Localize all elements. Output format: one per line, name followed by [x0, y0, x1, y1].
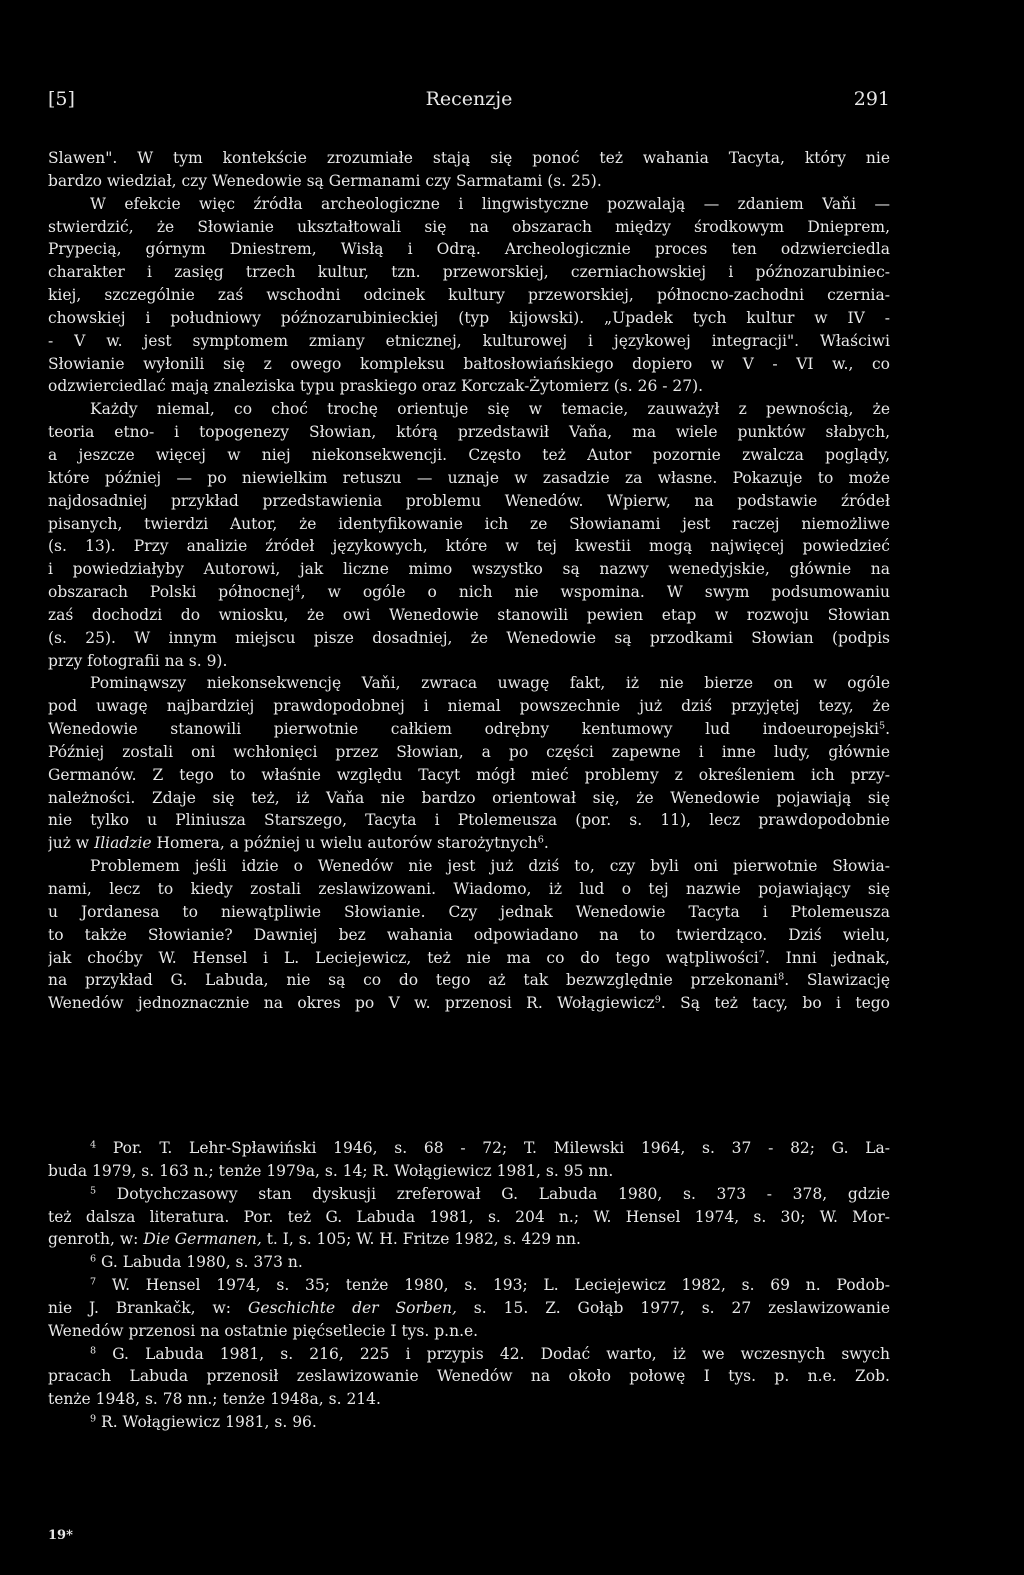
text-line: bardzo wiedział, czy Wenedowie są Germanami czy Sarmatami (s. 25).	[48, 171, 602, 190]
footnote-line: też dalsza literatura. Por. też G. Labuda 1981, s. 204 n.; W. Hensel 1974, s. 30; W. Mor-	[48, 1207, 890, 1226]
footnote-marker: 4	[90, 1139, 97, 1151]
footnote-line: buda 1979, s. 163 n.; tenże 1979a, s. 14; R. Wołągiewicz 1981, s. 95 nn.	[48, 1161, 614, 1180]
footnote-line: Wenedów przenosi na ostatnie pięćsetlecie I tys. p.n.e.	[48, 1321, 479, 1340]
text-line: Prypecią, górnym Dniestrem, Wisłą i Odrą. Archeologicznie proces ten odzwierciedla	[48, 240, 890, 259]
footnote-marker: 9	[654, 994, 661, 1006]
section-number: [5]	[48, 88, 75, 110]
text-line: Germanów. Z tego to właśnie względu Tacyt mógł mieć problemy z określeniem ich przy-	[48, 765, 890, 784]
text-line: - V w. jest symptomem zmiany etnicznej, kulturowej i językowej integracji". Właściwi	[48, 331, 890, 350]
running-title: Recenzje	[425, 88, 513, 110]
text-line: kiej, szczególnie zaś wschodni odcinek kultury przeworskiej, północno-zachodni czernia-	[48, 286, 890, 305]
footnotes	[48, 1137, 890, 1434]
text-line: Problemem jeśli idzie o Wenedów nie jest już dziś to, czy byli oni pierwotnie Słowia-	[90, 857, 890, 876]
text-line: na przykład G. Labuda, nie są co do tego aż tak bezwzględnie przekonani$^8$. Slawizację	[48, 971, 890, 990]
text-line: stwierdzić, że Słowianie ukształtowali się na obszarach między środkowym Dnieprem,	[48, 217, 890, 236]
text-line: to także Słowianie? Dawniej bez wahania odpowiadano na to twierdząco. Dziś wielu,	[48, 925, 890, 944]
text-line: i powiedziałyby Autorowi, jak liczne mimo wszystko są nazwy wenedyjskie, głównie na	[48, 560, 890, 579]
printer-signature: 19*	[48, 1528, 73, 1543]
page-number: 291	[853, 88, 890, 110]
text-line: W efekcie więc źródła archeologiczne i lingwistyczne pozwalają — zdaniem Vaňi —	[90, 194, 890, 213]
text-line: zaś dochodzi do wniosku, że owi Wenedowie stanowili pewien etap w rozwoju Słowian	[48, 605, 890, 624]
footnote-marker: 9	[90, 1413, 97, 1425]
footnote-marker: 6	[90, 1253, 97, 1265]
text-line: Wenedowie stanowili pierwotnie całkiem odrębny kentumowy lud indoeuropejski$^5$.	[48, 720, 890, 739]
text-line: obszarach Polski północnej$^4$, w ogóle o nich nie wspomina. W swym podsumowaniu	[48, 583, 890, 602]
text-line: pod uwagę najbardziej prawdopodobnej i niemal powszechnie już dziś przyjętej tezy, że	[48, 697, 890, 716]
footnote-marker: 7	[758, 949, 765, 961]
text-line: Wenedów jednoznacznie na okres po V w. przenosi R. Wołągiewicz$^9$. Są też tacy, bo i tego	[48, 994, 890, 1013]
footnote-line: genroth, w: Die Germanen, t. I, s. 105; W. H. Fritze 1982, s. 429 nn.	[48, 1230, 581, 1249]
footnote-marker: 4	[294, 583, 301, 595]
text-line: pisanych, twierdzi Autor, że identyfikowanie ich ze Słowianami jest raczej niemożliwe	[48, 514, 890, 533]
footnote-line: $^4$ Por. T. Lehr-Spławiński 1946, s. 68 - 72; T. Milewski 1964, s. 37 - 82; G. La-	[90, 1139, 890, 1157]
text-line: Każdy niemal, co choć trochę orientuje się w temacie, zauważył z pewnością, że	[90, 400, 890, 419]
footnote-marker: 5	[90, 1185, 97, 1197]
footnote-marker: 7	[90, 1276, 97, 1288]
footnote-marker: 8	[90, 1345, 97, 1357]
footnote-line: tenże 1948, s. 78 nn.; tenże 1948a, s. 214.	[48, 1390, 381, 1409]
text-line: a jeszcze więcej w niej niekonsekwencji. Często też Autor pozornie zwalcza poglądy,	[48, 445, 890, 464]
text-line: Słowianie wyłonili się z owego kompleksu bałtosłowiańskiego dopiero w V - VI w., co	[48, 354, 890, 373]
text-line: u Jordanesa to niewątpliwie Słowianie. Czy jednak Wenedowie Tacyta i Ptolemeusza	[48, 902, 890, 921]
text-line: Później zostali oni wchłonięci przez Słowian, a po części zapewne i inne ludy, głównie	[48, 742, 890, 761]
footnote-line: $^6$ G. Labuda 1980, s. 373 n.	[90, 1253, 303, 1272]
text-line: Pominąwszy niekonsekwencję Vaňi, zwraca uwagę fakt, iż nie bierze on w ogóle	[90, 674, 890, 693]
footnote-line: $^7$ W. Hensel 1974, s. 35; tenże 1980, s. 193; L. Leciejewicz 1982, s. 69 n. Podob-	[90, 1276, 890, 1295]
text-line: już w Iliadzie Homera, a później u wielu autorów starożytnych$^6$.	[48, 834, 549, 853]
italic-title: Geschichte der Sorben,	[247, 1298, 457, 1317]
text-line: Slawen". W tym kontekście zrozumiałe stają się ponoć też wahania Tacyta, który nie	[48, 149, 890, 167]
text-line: (s. 13). Przy analizie źródeł językowych, które w tej kwestii mogą najwięcej powiedzieć	[48, 537, 890, 556]
text-line: (s. 25). W innym miejscu pisze dosadniej, że Wenedowie są przodkami Słowian (podpis	[48, 628, 890, 647]
text-line: przy fotografii na s. 9).	[48, 651, 228, 670]
footnote-marker: 8	[778, 972, 785, 984]
text-line: należności. Zdaje się też, iż Vaňa nie bardzo orientował się, że Wenedowie pojawiają się	[48, 788, 890, 807]
footnote-line: $^8$ G. Labuda 1981, s. 216, 225 i przypis 42. Dodać warto, iż we wczesnych swych	[90, 1344, 890, 1363]
footnote-line: $^9$ R. Wołągiewicz 1981, s. 96.	[90, 1413, 317, 1432]
text-line: które później — po niewielkim retuszu — uznaje w zasadzie za własne. Pokazuje to może	[48, 468, 890, 487]
text-line: jak choćby W. Hensel i L. Leciejewicz, też nie ma co do tego wątpliwości$^7$. Inni jednak,	[48, 948, 890, 967]
text-line: nie tylko u Pliniusza Starszego, Tacyta i Ptolemeusza (por. s. 11), lecz prawdopodobnie	[48, 811, 890, 830]
text-line: odzwierciedlać mają znaleziska typu praskiego oraz Korczak-Żytomierz (s. 26 - 27).	[48, 377, 704, 396]
footnote-line: pracach Labuda przenosił zeslawizowanie Wenedów na około połowę I tys. p. n.e. Zob.	[48, 1367, 890, 1386]
text-line: nami, lecz to kiedy zostali zeslawizowani. Wiadomo, iż lud o tej nazwie pojawiający się	[48, 880, 890, 898]
footnote-marker: 5	[878, 720, 886, 732]
footnote-marker: 6	[537, 835, 544, 847]
footnote-line: $^5$ Dotychczasowy stan dyskusji zreferował G. Labuda 1980, s. 373 - 378, gdzie	[90, 1184, 890, 1203]
footnote-line: nie J. Brankačk, w: Geschichte der Sorben, s. 15. Z. Gołąb 1977, s. 27 zeslawizowanie	[48, 1298, 890, 1317]
text-line: chowskiej i południowy późnozarubinieckiej (typ kijowski). „Upadek tych kultur w IV -	[48, 308, 890, 327]
text-line: najdosadniej przykład przedstawienia problemu Wenedów. Wpierw, na podstawie źródeł	[48, 491, 890, 510]
text-line: teoria etno- i topogenezy Słowian, którą przedstawił Vaňa, ma wiele punktów słabych,	[48, 423, 890, 442]
text-line: charakter i zasięg trzech kultur, tzn. przeworskiej, czerniachowskiej i późnozarubiniec-	[48, 263, 890, 282]
running-header	[48, 88, 890, 114]
italic-title: Die Germanen,	[143, 1230, 262, 1249]
italic-title: Iliadzie	[94, 834, 152, 853]
main-text	[48, 147, 890, 1015]
